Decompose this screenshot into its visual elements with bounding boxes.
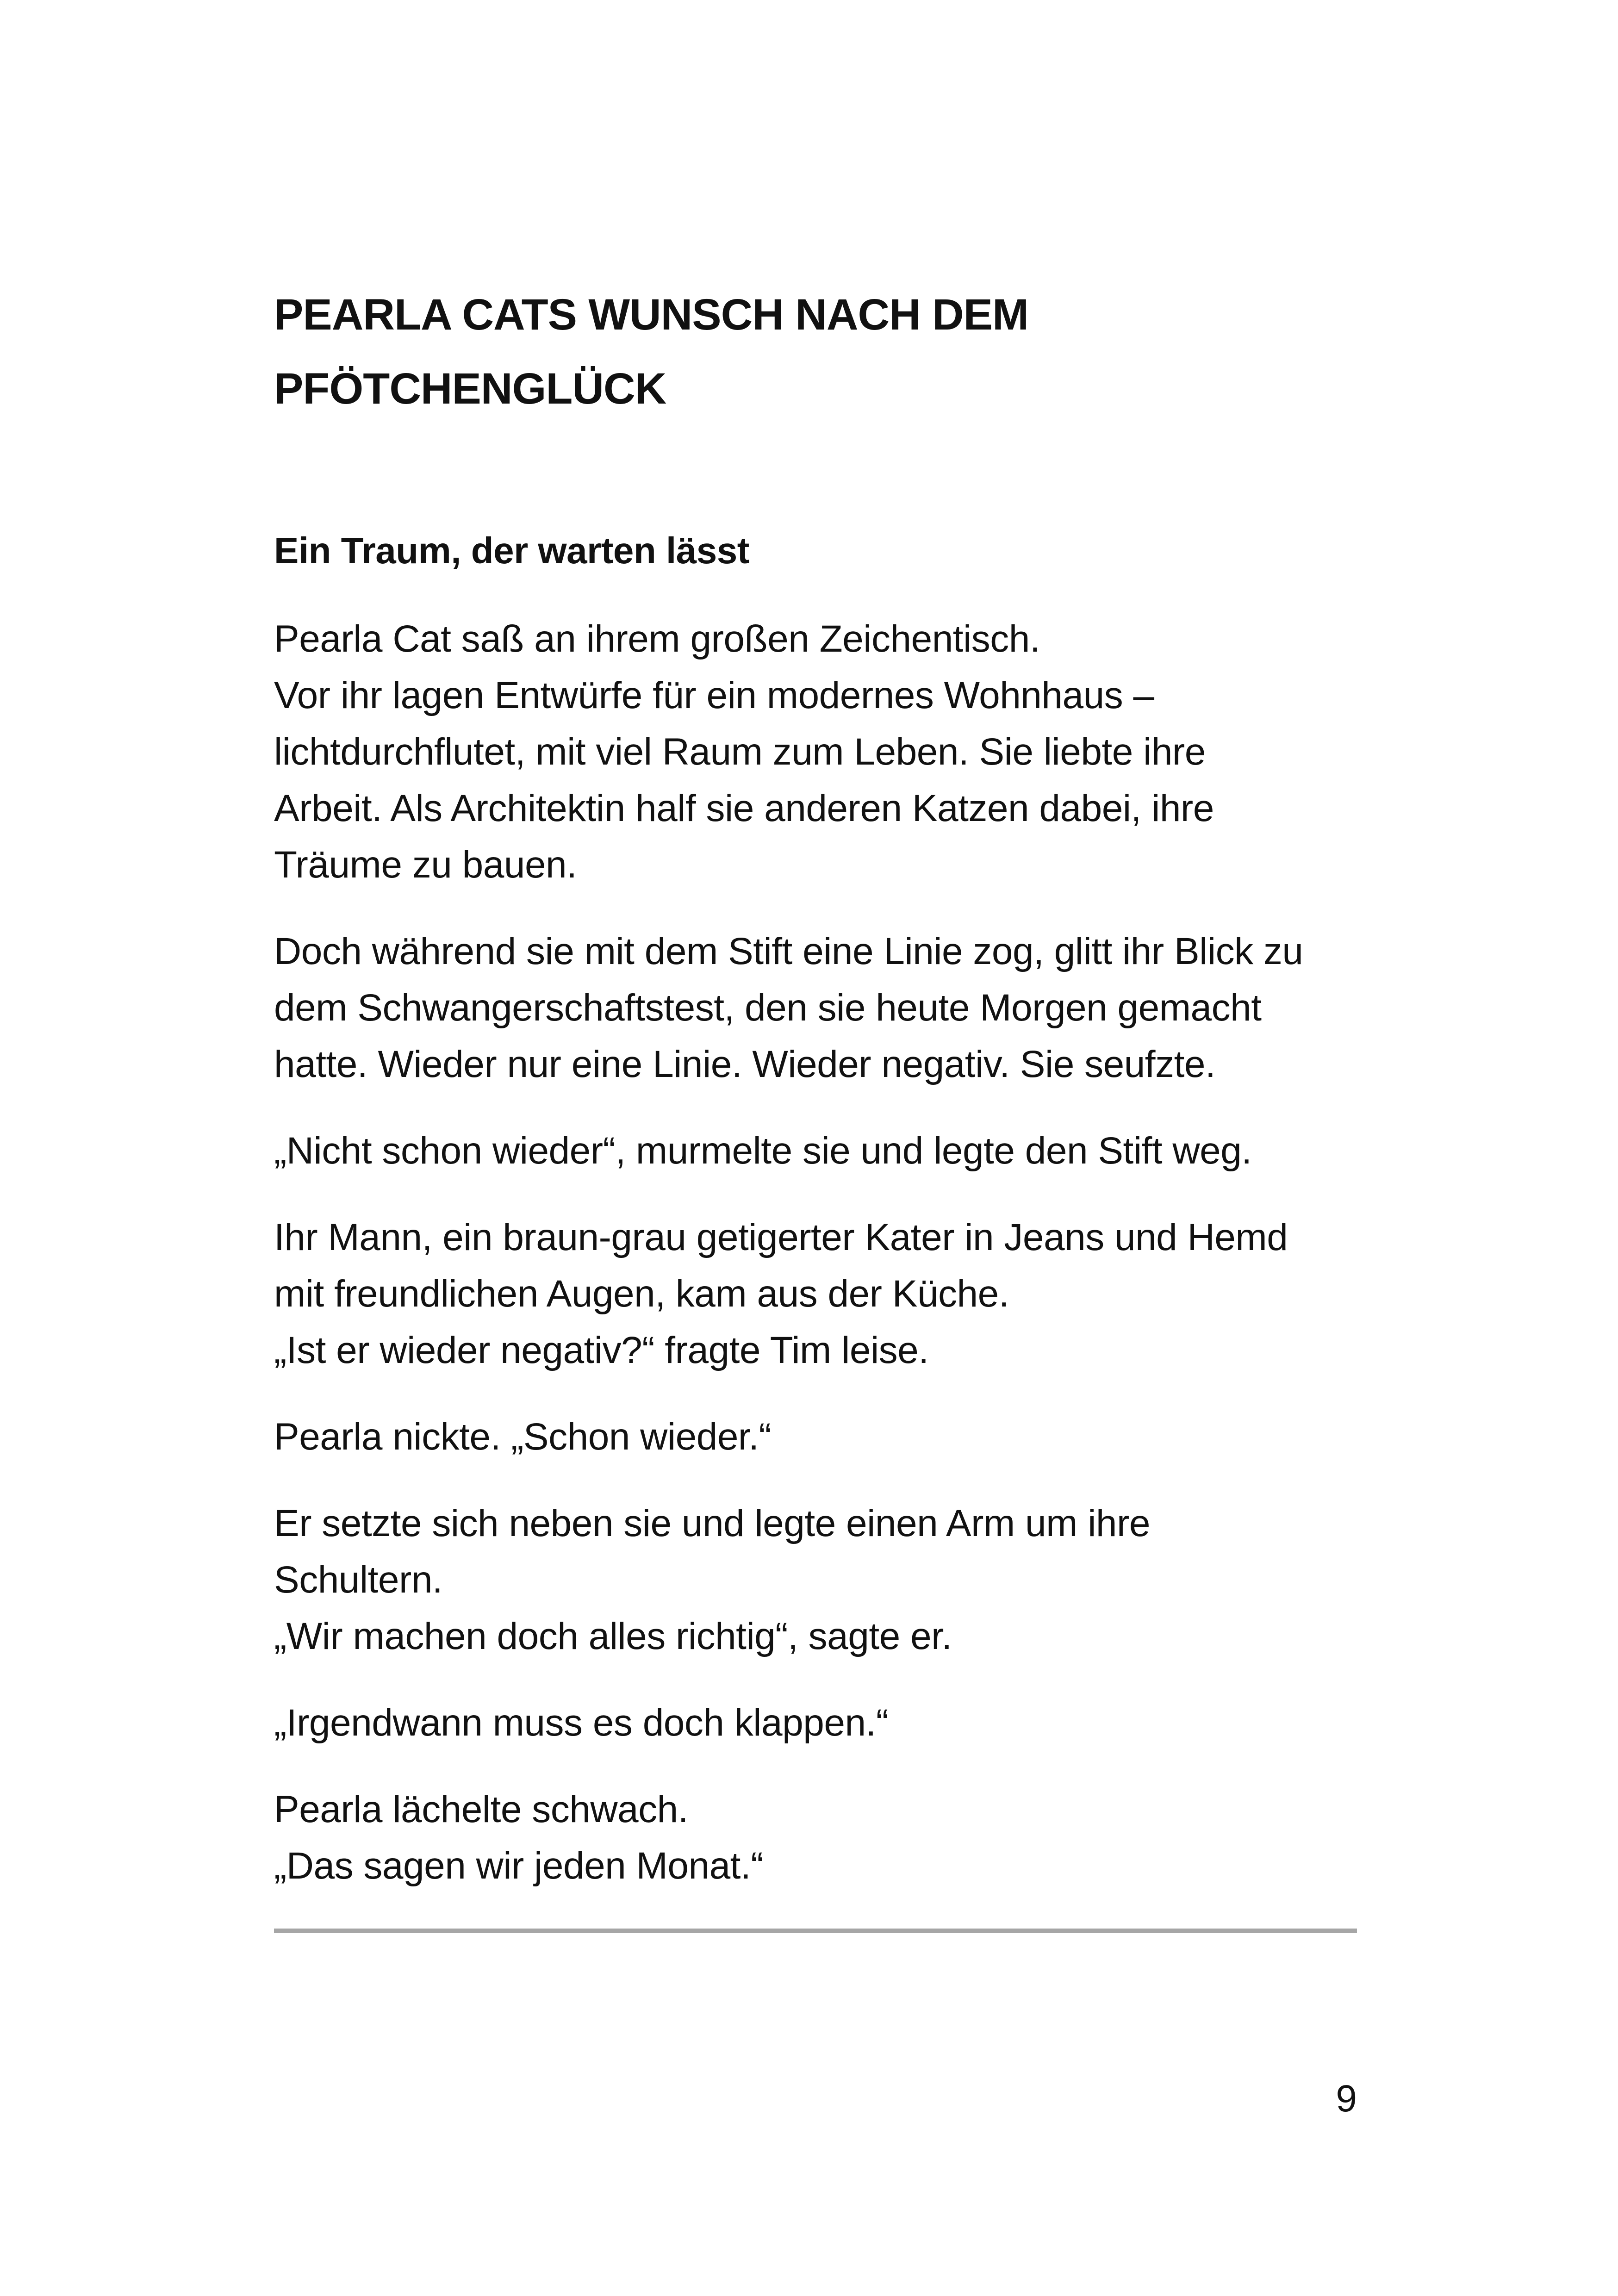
page-content: [274, 278, 1357, 1887]
text-line: Pearla lächelte schwach.: [274, 1788, 689, 1830]
text-line: „Irgendwann muss es doch klappen.“: [274, 1702, 889, 1744]
text-line: „Nicht schon wieder“, murmelte sie und legte den Stift weg.: [274, 1130, 1252, 1172]
paragraph: [274, 1495, 1357, 1665]
text-line: „Ist er wieder negativ?“ fragte Tim leise.: [274, 1329, 929, 1371]
text-line: Doch während sie mit dem Stift eine Linie zog, glitt ihr Blick zu: [274, 930, 1303, 972]
text-line: „Wir machen doch alles richtig“, sagte er.: [274, 1615, 952, 1657]
body-text: [274, 611, 1357, 1924]
text-line: „Das sagen wir jeden Monat.“: [274, 1845, 764, 1887]
text-line: mit freundlichen Augen, kam aus der Küche.: [274, 1273, 1009, 1315]
text-line: Er setzte sich neben sie und legte einen Arm um ihre: [274, 1502, 1150, 1544]
paragraph: [274, 611, 1357, 893]
chapter-title-line: PFÖTCHENGLÜCK: [274, 364, 666, 413]
text-line: Träume zu bauen.: [274, 844, 577, 886]
text-line: Pearla Cat saß an ihrem großen Zeichentisch.: [274, 618, 1040, 660]
paragraph: [274, 1409, 1357, 1465]
text-line: Arbeit. Als Architektin half sie anderen Katzen dabei, ihre: [274, 787, 1214, 829]
text-line: lichtdurchflutet, mit viel Raum zum Leben. Sie liebte ihre: [274, 731, 1206, 773]
text-line: Schultern.: [274, 1559, 443, 1601]
text-line: Ihr Mann, ein braun-grau getigerter Kater in Jeans und Hemd: [274, 1216, 1288, 1258]
text-line: dem Schwangerschaftstest, den sie heute Morgen gemacht: [274, 987, 1262, 1029]
page-number: 9: [1336, 2078, 1357, 2120]
section-heading: Ein Traum, der warten lässt: [274, 530, 749, 571]
paragraph: [274, 1123, 1357, 1179]
paragraph: [274, 1209, 1357, 1379]
text-line: Vor ihr lagen Entwürfe für ein modernes Wohnhaus –: [274, 674, 1154, 716]
chapter-title-line: PEARLA CATS WUNSCH NACH DEM: [274, 290, 1029, 339]
paragraph: [274, 923, 1357, 1093]
paragraph: [274, 1781, 1357, 1894]
section-divider: [274, 1929, 1357, 1933]
chapter-title: [274, 278, 1357, 426]
text-line: hatte. Wieder nur eine Linie. Wieder negativ. Sie seufzte.: [274, 1043, 1216, 1085]
text-line: Pearla nickte. „Schon wieder.“: [274, 1416, 772, 1458]
paragraph: [274, 1695, 1357, 1751]
